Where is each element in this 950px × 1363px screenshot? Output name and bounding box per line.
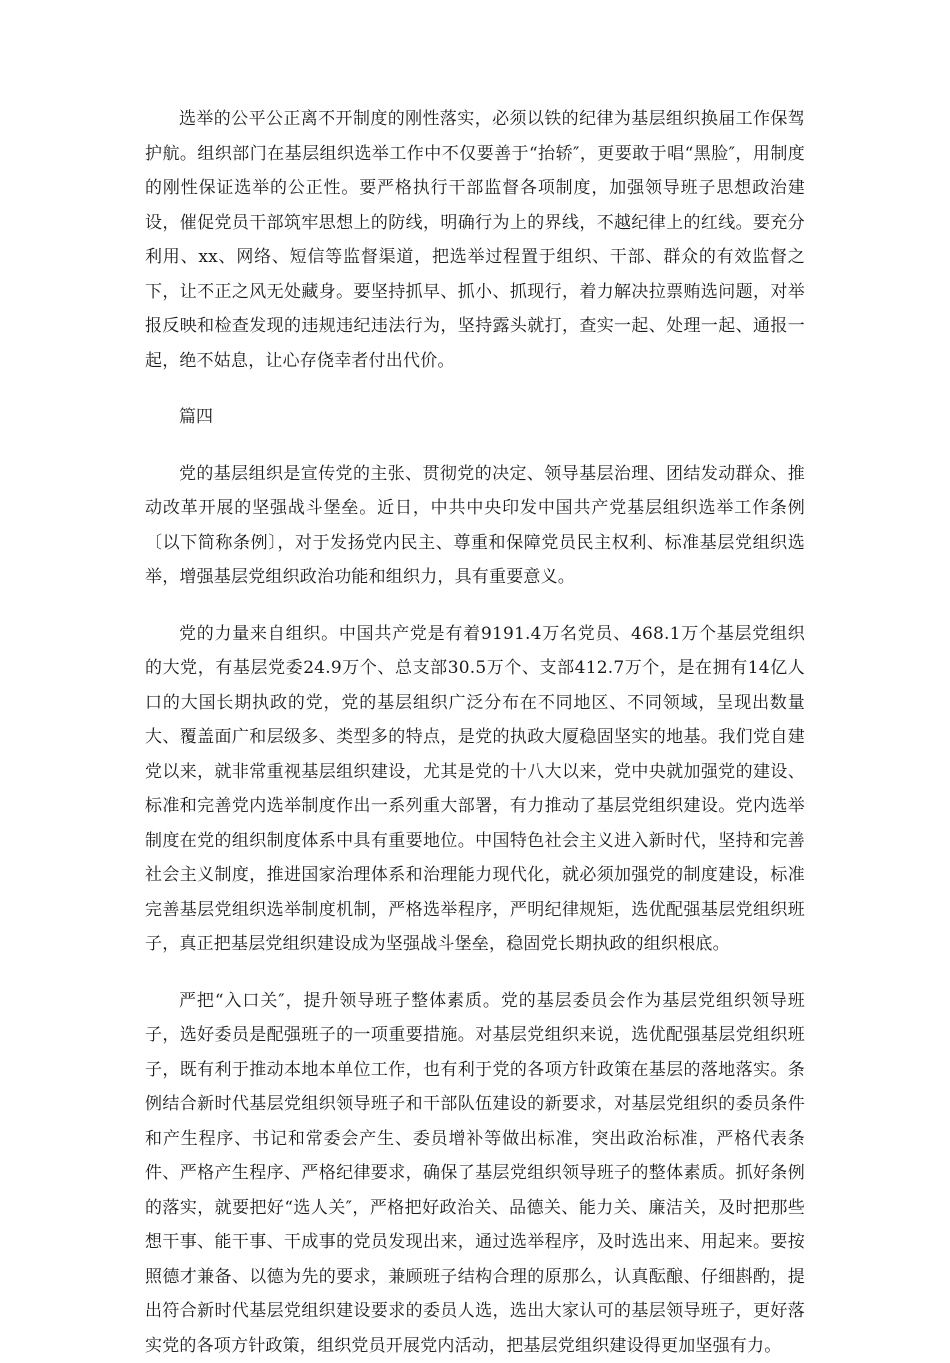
- paragraph-election-discipline: 选举的公平公正离不开制度的刚性落实，必须以铁的纪律为基层组织换届工作保驾护航。组织部门在基层组织选举工作中不仅要善于“抬轿″，更要敢于唱“黑脸″，用制度的刚性保证选举的公正性。要严格执行干部监督各项制度，加强领导班子思想政治建设，催促党员干部筑牢思想上的防线，明确行为上的界线，不越纪律上的红线。要充分利用、xx、网络、短信等监督渠道，把选举过程置于组织、干部、群众的有效监督之下，让不正之风无处藏身。要坚持抓早、抓小、抓现行，着力解决拉票贿选问题，对举报反映和检查发现的违规违纪违法行为，坚持露头就打，查实一起、处理一起、通报一起，绝不姑息，让心存侥幸者付出代价。: [145, 102, 805, 378]
- paragraph-entry-gate: 严把“入口关″，提升领导班子整体素质。党的基层委员会作为基层党组织领导班子，选好委员是配强班子的一项重要措施。对基层党组织来说，选优配强基层党组织班子，既有利于推动本地本单位工作，也有利于党的各项方针政策在基层的落地落实。条例结合新时代基层党组织领导班子和干部队伍建设的新要求，对基层党组织的委员条件和产生程序、书记和常委会产生、委员增补等做出标准，突出政治标准，严格代表条件、严格产生程序、严格纪律要求，确保了基层党组织领导班子的整体素质。抓好条例的落实，就要把好“选人关″，严格把好政治关、品德关、能力关、廉洁关，及时把那些想干事、能干事、干成事的党员发现出来，通过选举程序，及时选出来、用起来。要按照德才兼备、以德为先的要求，兼顾班子结构合理的原那么，认真酝酿、仔细斟酌，提出符合新时代基层党组织建设要求的委员人选，选出大家认可的基层领导班子，更好落实党的各项方针政策，组织党员开展党内活动，把基层党组织建设得更加坚强有力。: [145, 984, 805, 1363]
- document-body: [145, 102, 805, 1363]
- paragraph-party-strength: 党的力量来自组织。中国共产党是有着9191.4万名党员、468.1万个基层党组织的大党，有基层党委24.9万个、总支部30.5万个、支部412.7万个，是在拥有14亿人口的大国长期执政的党，党的基层组织广泛分布在不同地区、不同领域，呈现出数量大、覆盖面广和层级多、类型多的特点，是党的执政大厦稳固坚实的地基。我们党自建党以来，就非常重视基层组织建设，尤其是党的十八大以来，党中央就加强党的建设、标准和完善党内选举制度作出一系列重大部署，有力推动了基层党组织建设。党内选举制度在党的组织制度体系中具有重要地位。中国特色社会主义进入新时代，坚持和完善社会主义制度，推进国家治理体系和治理能力现代化，就必须加强党的制度建设，标准完善基层党组织选举制度机制，严格选举程序，严明纪律规矩，选优配强基层党组织班子，真正把基层党组织建设成为坚强战斗堡垒，稳固党长期执政的组织根底。: [145, 617, 805, 962]
- paragraph-grassroots-organization: 党的基层组织是宣传党的主张、贯彻党的决定、领导基层治理、团结发动群众、推动改革开展的坚强战斗堡垒。近日，中共中央印发中国共产党基层组织选举工作条例〔以下简称条例〕，对于发扬党内民主、尊重和保障党员民主权利、标准基层党组织选举，增强基层党组织政治功能和组织力，具有重要意义。: [145, 457, 805, 595]
- section-heading-part-four: 篇四: [145, 400, 805, 435]
